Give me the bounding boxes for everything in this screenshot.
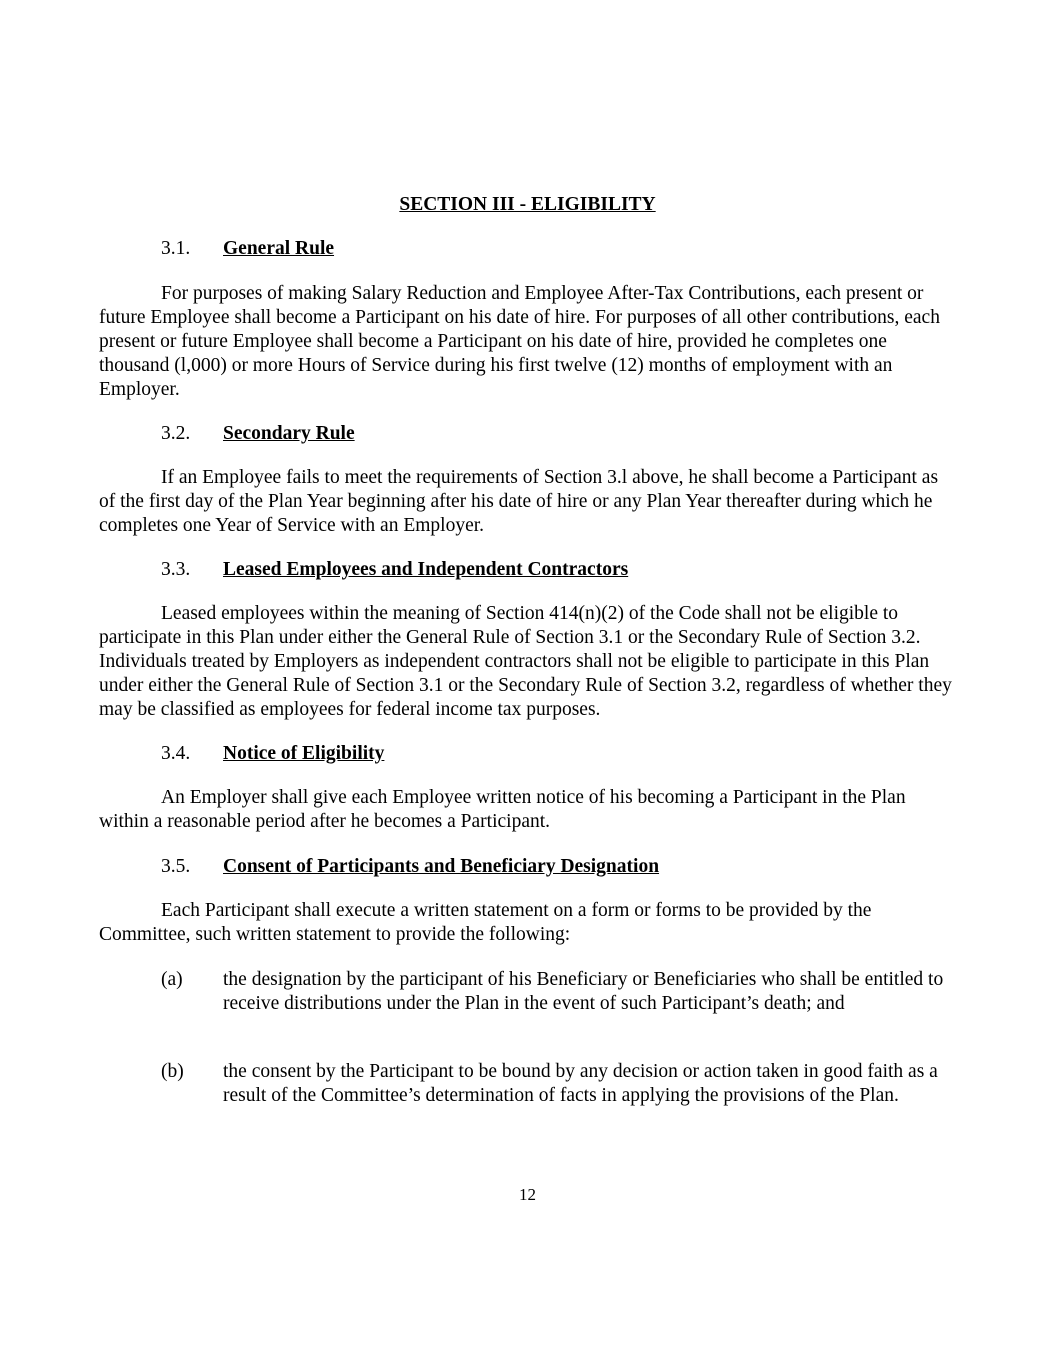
section-number: 3.4.: [161, 743, 191, 764]
list-item-marker: (a): [161, 969, 183, 990]
list-item-text: the consent by the Participant to be bound by any decision or action taken in good faith as a result of the Committee’s determination of facts in applying the provisions of the Plan.: [223, 1061, 938, 1106]
section-heading-general-rule: [161, 237, 961, 261]
list-item-text: the designation by the participant of his Beneficiary or Beneficiaries who shall be entitled to receive distributions under the Plan in the event of such Participant’s death; and: [223, 969, 944, 1014]
section-paragraph-leased-employees: Leased employees within the meaning of Section 414(n)(2) of the Code shall not be eligible to participate in this Plan under either the General Rule of Section 3.1 or the Secondary Rule of Section 3.2. Individuals treated by Employers as independent contractors shall not be eligible to participate in this Plan under either the General Rule of Section 3.1 or the Secondary Rule of Section 3.2, regardless of whether they may be classified as employees for federal income tax purposes.: [99, 603, 952, 720]
page-number: 12: [519, 1185, 536, 1204]
section-number: 3.3.: [161, 559, 191, 580]
section-number: 3.5.: [161, 856, 191, 877]
section-heading-label: Consent of Participants and Beneficiary Designation: [223, 856, 660, 877]
list-item-marker: (b): [161, 1061, 184, 1082]
section-heading-label: Secondary Rule: [223, 423, 355, 444]
section-title: SECTION III - ELIGIBILITY: [399, 194, 656, 215]
list-item: [161, 1060, 957, 1108]
section-number: 3.1.: [161, 238, 191, 259]
section-heading-label: Leased Employees and Independent Contractors: [223, 559, 629, 580]
section-heading-leased-employees: [161, 558, 961, 582]
section-heading-secondary-rule: [161, 422, 961, 446]
section-paragraph-consent: Each Participant shall execute a written statement on a form or forms to be provided by the Committee, such written statement to provide the following:: [99, 900, 872, 945]
list-item: [161, 968, 957, 1016]
section-paragraph-secondary-rule: If an Employee fails to meet the requirements of Section 3.l above, he shall become a Participant as of the first day of the Plan Year beginning after his date of hire or any Plan Year thereafter during which he completes one Year of Service with an Employer.: [99, 467, 939, 536]
section-heading-label: General Rule: [223, 238, 335, 259]
section-heading-notice-of-eligibility: [161, 742, 961, 766]
section-heading-consent: [161, 855, 961, 879]
section-heading-label: Notice of Eligibility: [223, 743, 385, 764]
section-number: 3.2.: [161, 423, 191, 444]
section-paragraph-general-rule: For purposes of making Salary Reduction and Employee After-Tax Contributions, each present or future Employee shall become a Participant on his date of hire. For purposes of all other contributions, each present or future Employee shall become a Participant on his date of hire, provided he completes one thousand (l,000) or more Hours of Service during his first twelve (12) months of employment with an Employer.: [99, 283, 940, 400]
section-paragraph-notice-of-eligibility: An Employer shall give each Employee written notice of his becoming a Participant in the Plan within a reasonable period after he becomes a Participant.: [99, 787, 906, 832]
